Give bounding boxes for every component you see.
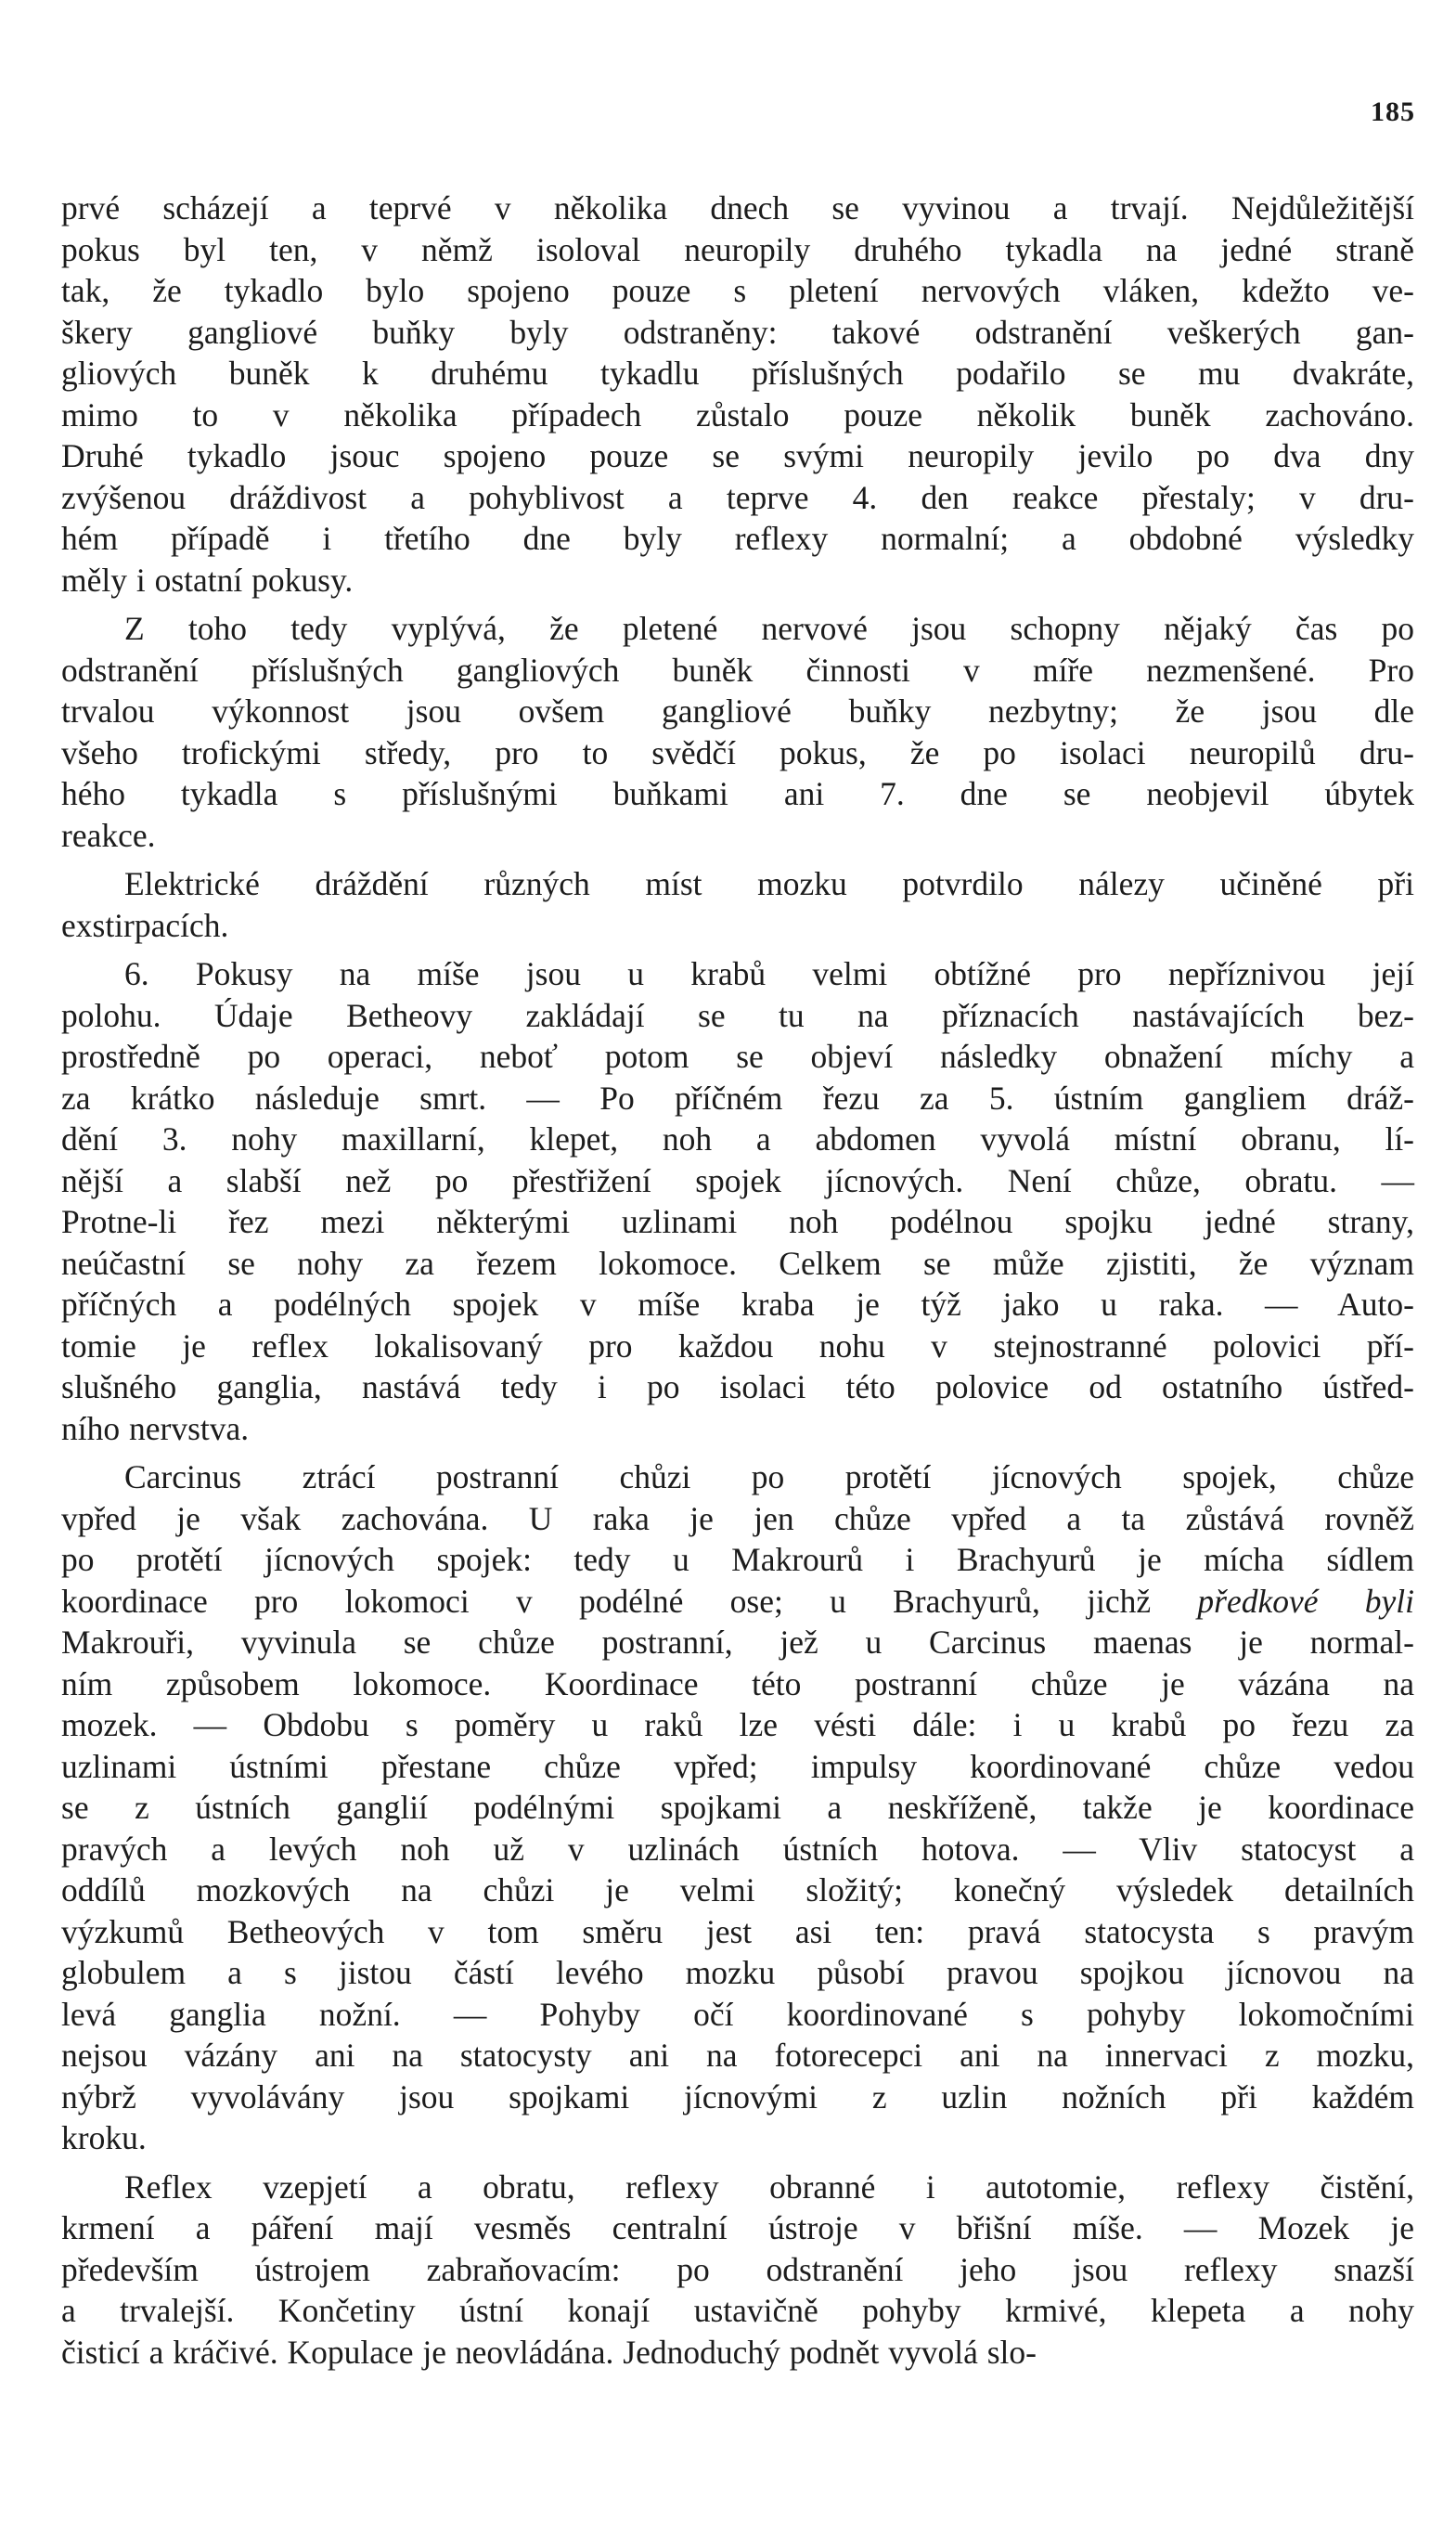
text-line: nejsou vázány ani na statocysty ani na fotorecepci ani na innervaci z mozku,	[61, 2037, 1414, 2074]
text-line: výzkumů Betheových v tom směru jest asi ten: pravá statocysta s pravým	[61, 1912, 1414, 1950]
text-line: ním způsobem lokomoce. Koordinace této postranní chůze je vázána na	[61, 1664, 1414, 1702]
text-line: mimo to v několika případech zůstalo pouze několik buněk zachováno.	[61, 395, 1414, 433]
text-line: neúčastní se nohy za řezem lokomoce. Celkem se může zjistiti, že význam	[61, 1244, 1414, 1282]
text-line: 6. Pokusy na míše jsou u krabů velmi obtížné pro nepříznivou její	[124, 955, 1414, 992]
text-line: ního nervstva.	[61, 1409, 250, 1447]
paragraph	[61, 863, 1414, 946]
paragraph	[61, 608, 1414, 856]
text-line: a trvalejší. Končetiny ústní konají ustavičně pohyby krmivé, klepeta a nohy	[61, 2292, 1414, 2329]
paragraph	[61, 953, 1414, 1449]
text-line: trvalou výkonnost jsou ovšem gangliové buňky nezbytny; že jsou dle	[61, 692, 1414, 730]
text-line: všeho trofickými středy, pro to svědčí pokus, že po isolaci neuropilů dru-	[61, 733, 1414, 771]
text-line: globulem a s jistou částí levého mozku působí pravou spojkou jícnovou na	[61, 1954, 1414, 1991]
text-line: hém případě i třetího dne byly reflexy normalní; a obdobné výsledky	[61, 520, 1414, 557]
text-line: uzlinami ústními přestane chůze vpřed; impulsy koordinované chůze vedou	[61, 1747, 1414, 1785]
text-line: krmení a páření mají vesměs centralní ústroje v břišní míše. — Mozek je	[61, 2209, 1414, 2246]
text-line: oddílů mozkových na chůzi je velmi složitý; konečný výsledek detailních	[61, 1871, 1414, 1908]
text-line: zvýšenou dráždivost a pohyblivost a teprve 4. den reakce přestaly; v dru-	[61, 478, 1414, 516]
text-line: nější a slabší než po přestřižení spojek jícnových. Není chůze, obratu. —	[61, 1161, 1414, 1199]
text-line: čisticí a kráčivé. Kopulace je neovládána. Jednoduchý podnět vyvolá slo-	[61, 2333, 1037, 2371]
text-line: reakce.	[61, 816, 156, 854]
text-line: Z toho tedy vyplývá, že pletené nervové jsou schopny nějaký čas po	[124, 610, 1414, 647]
text-line: pravých a levých noh už v uzlinách ústních hotova. — Vliv statocyst a	[61, 1830, 1414, 1868]
text-line: levá ganglia nožní. — Pohyby očí koordinované s pohyby lokomočními	[61, 1995, 1414, 2033]
text-line: se z ústních ganglií podélnými spojkami a neskříženě, takže je koordinace	[61, 1789, 1414, 1826]
text-line: slušného ganglia, nastává tedy i po isolaci této polovice od ostatního ústřed-	[61, 1368, 1414, 1405]
text-line: mozek. — Obdobu s poměry u raků lze vésti dále: i u krabů po řezu za	[61, 1706, 1414, 1743]
text-line: hého tykadla s příslušnými buňkami ani 7. dne se neobjevil úbytek	[61, 775, 1414, 812]
text-line: prvé scházejí a teprvé v několika dnech se vyvinou a trvají. Nejdůležitější	[61, 189, 1414, 226]
text-line: kroku.	[61, 2119, 147, 2156]
text-line: měly i ostatní pokusy.	[61, 561, 354, 599]
text-line: koordinace pro lokomoci v podélné ose; u Brachyurů, jichž předkové byli	[61, 1582, 1414, 1620]
text-line: prostředně po operaci, neboť potom se objeví následky obnažení míchy a	[61, 1038, 1414, 1075]
page-number: 185	[1371, 97, 1415, 127]
text-line: nýbrž vyvolávány jsou spojkami jícnovými z uzlin nožních při každém	[61, 2077, 1414, 2115]
paragraph	[61, 2167, 1414, 2374]
text-line: pokus byl ten, v němž isoloval neuropily druhého tykadla na jedné straně	[61, 230, 1414, 268]
body-text	[61, 188, 1414, 2380]
paragraph	[61, 188, 1414, 601]
text-line: dění 3. nohy maxillarní, klepet, noh a abdomen vyvolá místní obranu, lí-	[61, 1120, 1414, 1158]
text-line: Elektrické dráždění různých míst mozku potvrdilo nálezy učiněné při	[124, 865, 1414, 902]
text-line: odstranění příslušných gangliových buněk činnosti v míře nezmenšené. Pro	[61, 651, 1414, 689]
text-line: příčných a podélných spojek v míše kraba je týž jako u raka. — Auto-	[61, 1286, 1414, 1323]
text-line: Protne-li řez mezi některými uzlinami noh podélnou spojku jedné strany,	[61, 1203, 1414, 1240]
text-line: vpřed je však zachována. U raka je jen chůze vpřed a ta zůstává rovněž	[61, 1499, 1414, 1537]
text-line: exstirpacích.	[61, 906, 229, 944]
text-line: škery gangliové buňky byly odstraněny: takové odstranění veškerých gan-	[61, 313, 1414, 351]
text-line: za krátko následuje smrt. — Po příčném řezu za 5. ústním gangliem dráž-	[61, 1079, 1414, 1117]
text-line: tak, že tykadlo bylo spojeno pouze s pletení nervových vláken, kdežto ve-	[61, 272, 1414, 309]
text-line: Druhé tykadlo jsouc spojeno pouze se svými neuropily jevilo po dva dny	[61, 437, 1414, 474]
text-line: po protětí jícnových spojek: tedy u Makrourů i Brachyurů je mícha sídlem	[61, 1541, 1414, 1578]
text-line: tomie je reflex lokalisovaný pro každou nohu v stejnostranné polovici pří-	[61, 1326, 1414, 1365]
paragraph	[61, 1456, 1414, 2159]
text-line: polohu. Údaje Betheovy zakládají se tu na příznacích nastávajících bez-	[61, 996, 1414, 1034]
text-line: Carcinus ztrácí postranní chůzi po protětí jícnových spojek, chůze	[124, 1458, 1414, 1495]
text-line: Reflex vzepjetí a obratu, reflexy obranné i autotomie, reflexy čistění,	[124, 2167, 1414, 2206]
text-line: gliových buněk k druhému tykadlu příslušných podařilo se mu dvakráte,	[61, 355, 1414, 392]
text-line: především ústrojem zabraňovacím: po odstranění jeho jsou reflexy snazší	[61, 2250, 1414, 2288]
text-line: Makrouři, vyvinula se chůze postranní, jež u Carcinus maenas je normal-	[61, 1624, 1414, 1661]
